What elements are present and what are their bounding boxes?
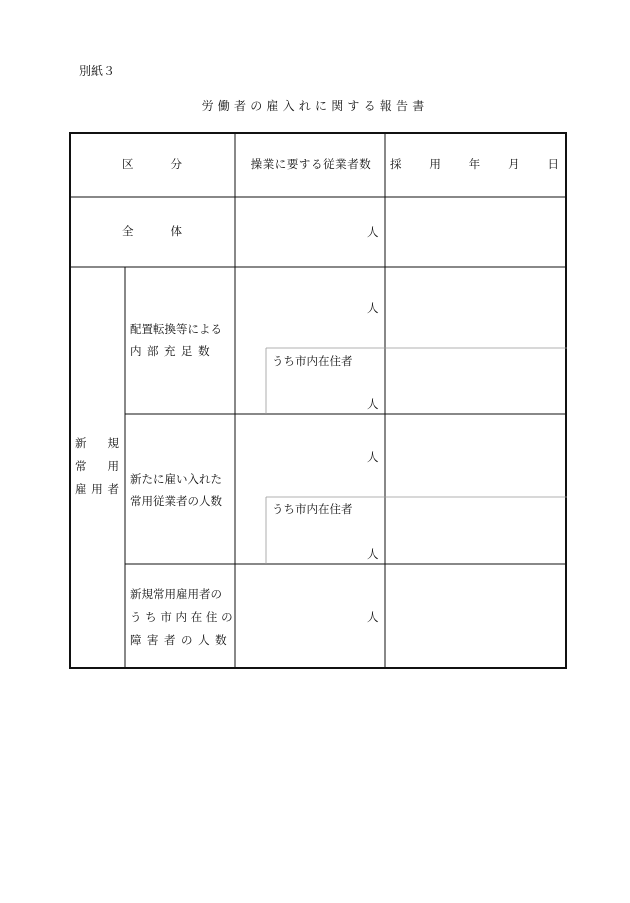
total-row-label: 全 体 (122, 224, 182, 238)
unit-row2-sub: 人 (367, 547, 379, 561)
unit-row3: 人 (367, 610, 379, 624)
group-label-line2: 常 用 (75, 459, 119, 473)
unit-row1: 人 (367, 301, 379, 315)
row3-label-line3: 障害者の人数 (130, 633, 233, 647)
header-hire-date: 採 用 年 月 日 (390, 157, 559, 171)
report-table (69, 132, 567, 669)
unit-row1-sub: 人 (367, 397, 379, 411)
row1-label-line1: 配置転換等による (130, 322, 222, 336)
unit-row2: 人 (367, 450, 379, 464)
row3-label-line1: 新規常用雇用者の (130, 587, 222, 601)
attachment-label: 別紙３ (79, 64, 116, 78)
group-label-line3: 雇 用 者 (75, 482, 119, 496)
header-category: 区 分 (122, 157, 182, 171)
header-required-employees: 操業に要する従業者数 (250, 157, 372, 171)
unit-total: 人 (367, 225, 379, 239)
form-title: 労働者の雇入れに関する報告書 (201, 99, 429, 113)
row1-sub-label: うち市内在住者 (272, 354, 353, 368)
row2-label-line1: 新たに雇い入れた (130, 472, 222, 486)
row2-label-line2: 常用従業者の人数 (130, 494, 222, 508)
group-label-line1: 新 規 (75, 436, 119, 450)
row3-label-line2: うち市内在住の (130, 610, 237, 624)
row2-sub-label: うち市内在住者 (272, 502, 353, 516)
row1-label-line2: 内部充足数 (130, 344, 216, 358)
